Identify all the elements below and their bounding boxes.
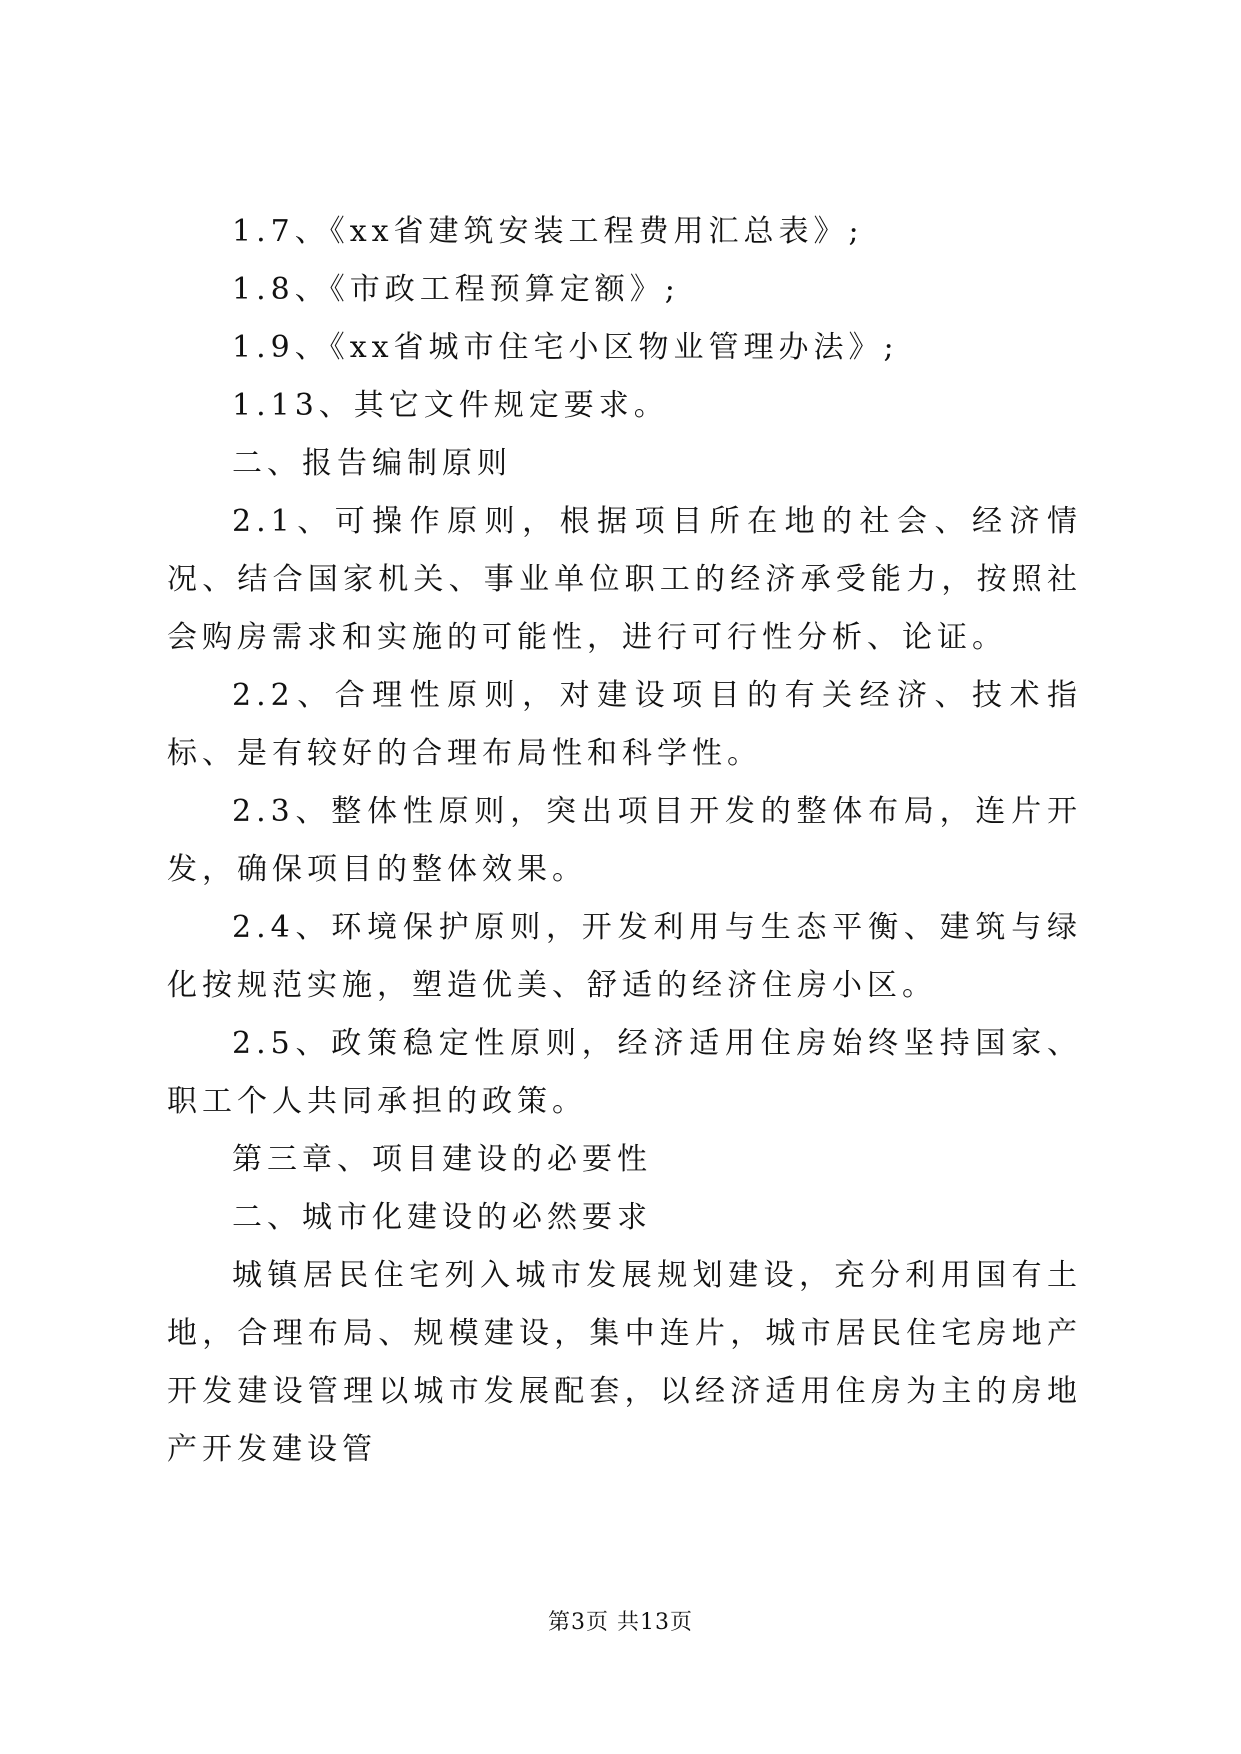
paragraph-1-13: 1.13、其它文件规定要求。: [232, 388, 669, 423]
paragraph-2-4: 2.4、环境保护原则，开发利用与生态平衡、建筑与绿化按规范实施，塑造优美、舒适的经济住房小区。: [167, 910, 1082, 1003]
paragraph-1-9: 1.9、《xx省城市住宅小区物业管理办法》;: [232, 330, 899, 365]
document-body: [167, 203, 1082, 1479]
paragraph-1-7: 1.7、《xx省建筑安装工程费用汇总表》;: [232, 214, 864, 249]
paragraph-1-8: 1.8、《市政工程预算定额》;: [232, 272, 680, 307]
section-heading-principles: 二、报告编制原则: [232, 446, 512, 481]
paragraph-2-5: 2.5、政策稳定性原则，经济适用住房始终坚持国家、职工个人共同承担的政策。: [167, 1026, 1082, 1119]
paragraph-2-3: 2.3、整体性原则，突出项目开发的整体布局，连片开发，确保项目的整体效果。: [167, 794, 1082, 887]
section-heading-urbanization: 二、城市化建设的必然要求: [232, 1200, 652, 1235]
paragraph-2-1: 2.1、可操作原则，根据项目所在地的社会、经济情况、结合国家机关、事业单位职工的经济承受能力，按照社会购房需求和实施的可能性，进行可行性分析、论证。: [167, 504, 1082, 655]
chapter-heading-three: 第三章、项目建设的必要性: [232, 1142, 652, 1177]
paragraph-urban-housing: 城镇居民住宅列入城市发展规划建设，充分利用国有土地，合理布局、规模建设，集中连片，城市居民住宅房地产开发建设管理以城市发展配套，以经济适用住房为主的房地产开发建设管: [167, 1258, 1082, 1467]
paragraph-2-2: 2.2、合理性原则，对建设项目的有关经济、技术指标、是有较好的合理布局性和科学性。: [167, 678, 1082, 771]
page-footer: 第3页 共13页: [548, 1610, 693, 1635]
